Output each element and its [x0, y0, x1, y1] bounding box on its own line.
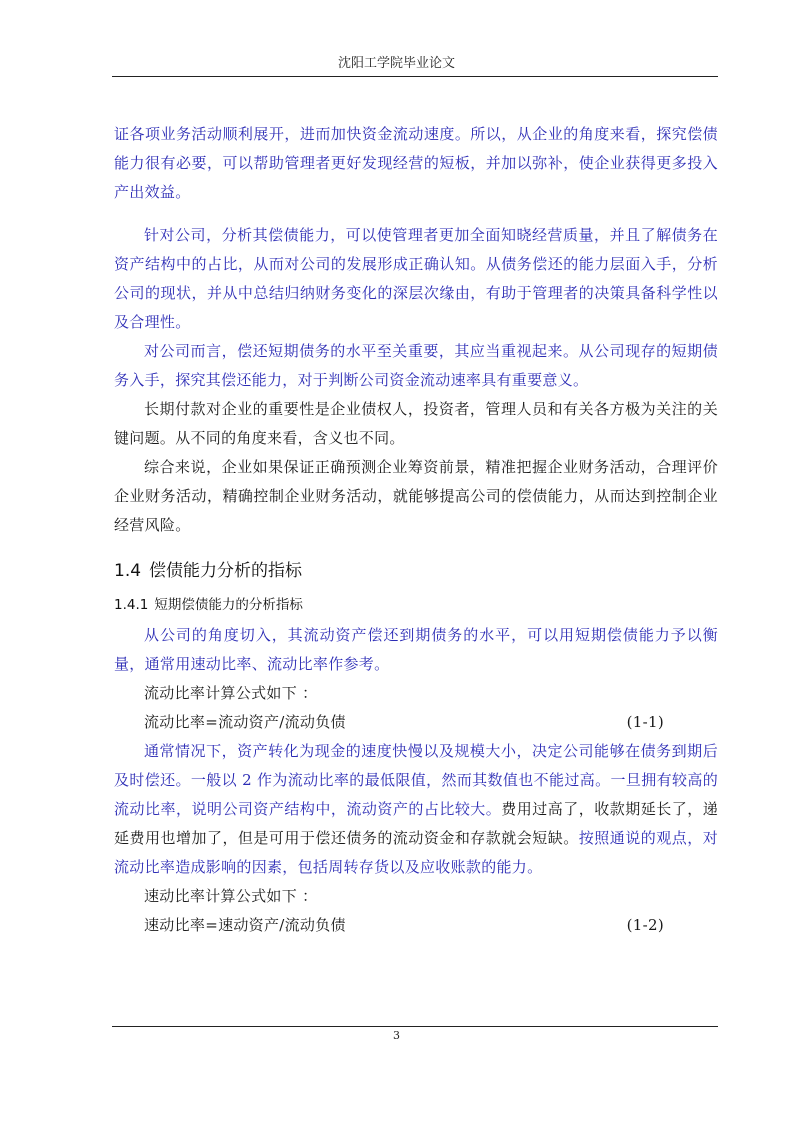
page-body	[114, 120, 718, 940]
paragraph-6: 从公司的角度切入，其流动资产偿还到期债务的水平，可以用短期偿债能力予以衡量，通常用速动比率、流动比率作参考。	[114, 626, 718, 673]
formula-label: (1-1)	[626, 713, 664, 731]
paragraph-9: 速动比率计算公式如下 ：	[144, 887, 318, 905]
formula-2	[114, 911, 718, 940]
formula-expression: 流动比率=流动资产/流动负债	[144, 713, 346, 731]
paragraph-3: 对公司而言，偿还短期债务的水平至关重要，其应当重视起来。从公司现存的短期债务入手，探究其偿还能力，对于判断公司资金流动速率具有重要意义。	[114, 342, 718, 389]
footer-rule	[112, 1026, 718, 1027]
paragraph-8-part-b: 费用过高了，收款期延长了，递延费用也增加了，但是可用于偿还债务的流动资金和存款就会短缺。	[114, 800, 718, 847]
header-rule	[112, 76, 718, 77]
formula-expression: 速动比率=速动资产/流动负债	[144, 916, 346, 934]
section-title: 偿债能力分析的指标	[149, 561, 303, 581]
section-number: 1.4	[114, 561, 142, 581]
subsection-title: 短期偿债能力的分析指标	[154, 597, 303, 613]
paragraph-8-part-c: 按照通说的观点，对流动比率造成影响的因素，包括周转存货以及应收账款的能力。	[114, 829, 718, 876]
page-number: 3	[393, 1029, 400, 1042]
formula-1	[114, 708, 718, 737]
subsection-heading-1-4-1	[114, 593, 718, 613]
paragraph-5: 综合来说，企业如果保证正确预测企业筹资前景，精准把握企业财务活动，合理评价企业财务活动，精确控制企业财务活动，就能够提高公司的偿债能力，从而达到控制企业经营风险。	[114, 458, 718, 534]
paragraph-8	[114, 737, 718, 882]
paragraph-4: 长期付款对企业的重要性是企业债权人，投资者，管理人员和有关各方极为关注的关键问题。从不同的角度来看，含义也不同。	[114, 400, 718, 447]
running-header: 沈阳工学院毕业论文	[337, 56, 455, 71]
paragraph-2: 针对公司，分析其偿债能力，可以使管理者更加全面知晓经营质量，并且了解债务在资产结构中的占比，从而对公司的发展形成正确认知。从债务偿还的能力层面入手，分析公司的现状，并从中总结归纳财务变化的深层次缘由，有助于管理者的决策具备科学性以及合理性。	[114, 226, 718, 331]
section-heading-1-4	[114, 556, 718, 581]
paragraph-7: 流动比率计算公式如下 ：	[144, 684, 318, 702]
paragraph-1: 证各项业务活动顺利展开，进而加快资金流动速度。所以，从企业的角度来看，探究偿债能力很有必要，可以帮助管理者更好发现经营的短板，并加以弥补，使企业获得更多投入产出效益。	[114, 125, 718, 201]
paragraph-8-part-a: 通常情况下，资产转化为现金的速度快慢以及规模大小，决定公司能够在债务到期后及时偿还。一般以 2 作为流动比率的最低限值，然而其数值也不能过高。一旦拥有较高的流动比率，说明公司资产结构中，流动资产的占比较大。	[114, 742, 718, 818]
subsection-number: 1.4.1	[114, 597, 149, 613]
formula-label: (1-2)	[626, 916, 664, 934]
